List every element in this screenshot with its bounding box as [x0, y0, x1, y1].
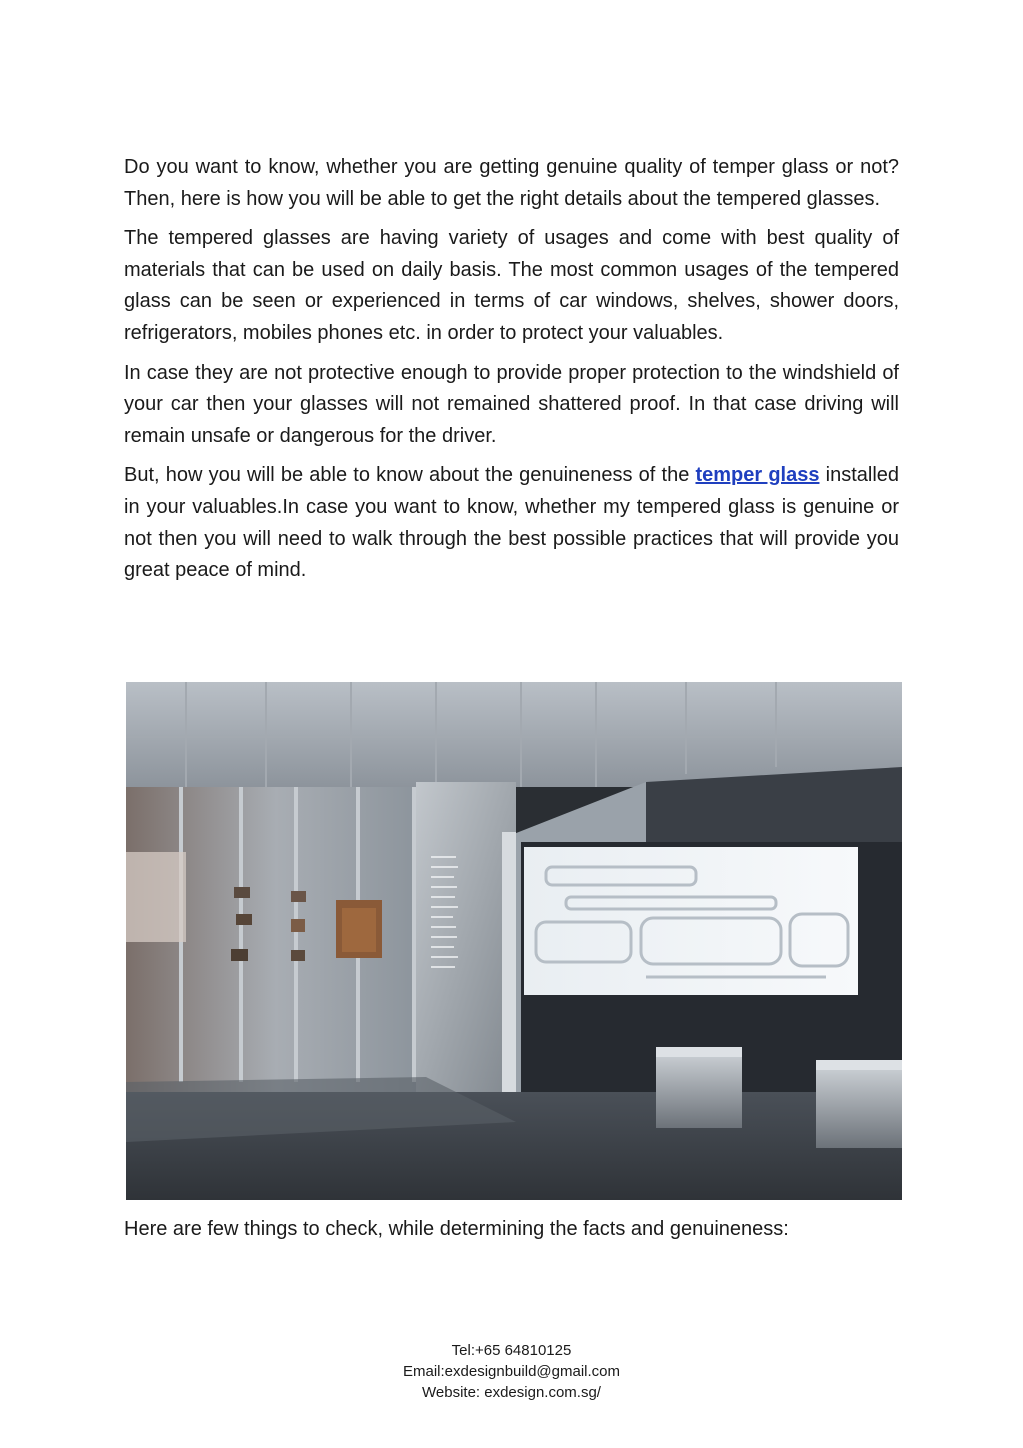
- footer-tel: Tel:+65 64810125: [451, 1342, 572, 1359]
- paragraph-protection: In case they are not protective enough to provide proper protection to the windshield of your car then your glasses will not remained shattered proof. In that case driving will remain unsafe or dangerous for the driver.: [124, 361, 899, 447]
- contact-footer: [0, 1340, 1023, 1403]
- paragraph-genuineness-start: But, how you will be able to know about the genuineness of the: [124, 464, 696, 487]
- paragraph-intro: Do you want to know, whether you are getting genuine quality of temper glass or not? Then, here is how you will be able to get the right details about the tempered glasses.: [124, 156, 899, 210]
- paragraph-usages: The tempered glasses are having variety of usages and come with best quality of materials that can be used on daily basis. The most common usages of the tempered glass can be seen or experienced in terms of car windows, shelves, shower doors, refrigerators, mobiles phones etc. in order to protect your valuables.: [124, 227, 899, 344]
- checklist-intro: Here are few things to check, while determining the facts and genuineness:: [124, 1218, 789, 1240]
- footer-email: Email:exdesignbuild@gmail.com: [403, 1363, 620, 1380]
- article-body: [124, 152, 899, 595]
- paragraph-genuineness-end: installed in your valuables.In case you want to know, whether my tempered glass is genuine or not then you will need to walk through the best possible practices that will provide you great peace of mind.: [124, 464, 900, 582]
- temper-glass-link[interactable]: temper glass: [695, 464, 820, 487]
- glass-showroom-illustration: [126, 682, 902, 1200]
- paragraph-genuineness: [124, 460, 899, 586]
- showroom-photo: [126, 682, 902, 1200]
- footer-website: Website: exdesign.com.sg/: [422, 1384, 601, 1401]
